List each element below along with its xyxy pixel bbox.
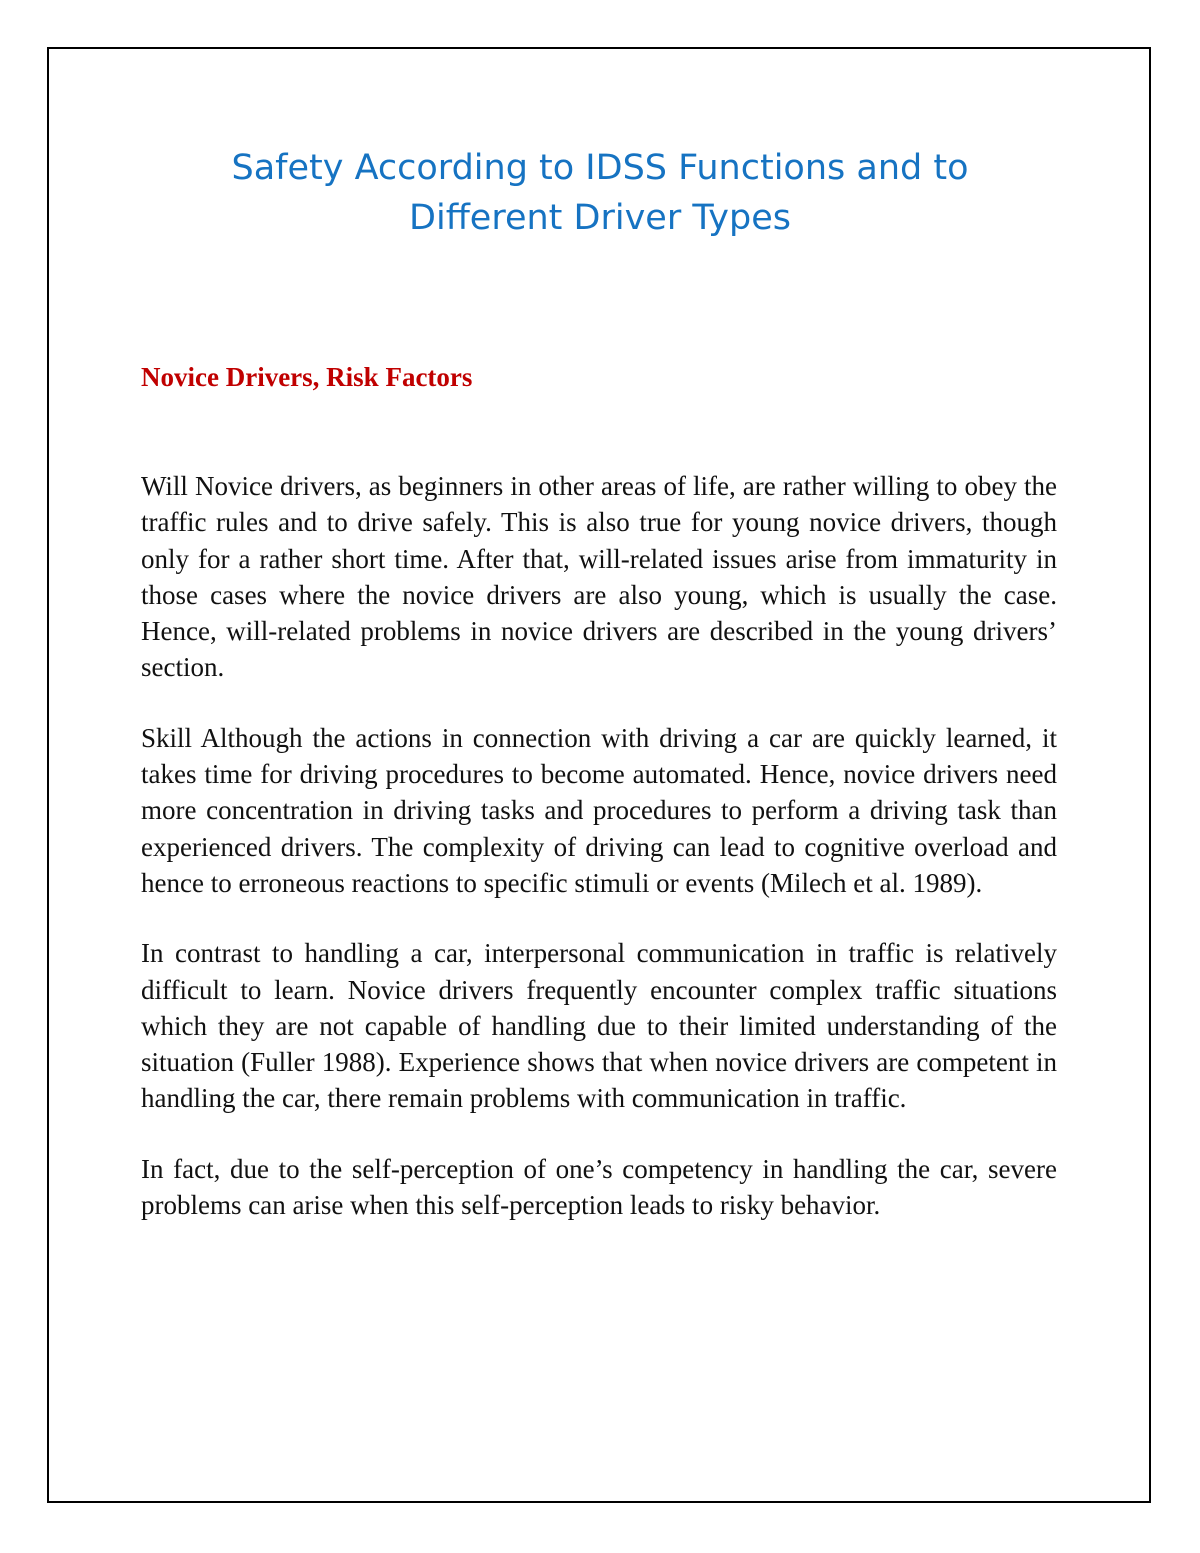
section-heading: Novice Drivers, Risk Factors (141, 362, 473, 392)
document-title-line-1: Safety According to IDSS Functions and to (231, 148, 969, 188)
document-title (0, 143, 1200, 243)
paragraph-skill: Skill Although the actions in connection with driving a car are quickly learned, it takes time for driving procedures to become automated. Hence, novice drivers need more concentration in driving tasks and procedures to perform a driving task than experienced drivers. The complexity of driving can lead to cognitive overload and hence to erroneous reactions to specific stimuli or events (Milech et al. 1989). (141, 722, 1057, 898)
paragraph-self-perception: In fact, due to the self-perception of one’s competency in handling the car, severe problems can arise when this self-perception leads to risky behavior. (141, 1153, 1057, 1221)
paragraph-communication: In contrast to handling a car, interpersonal communication in traffic is relatively difficult to learn. Novice drivers frequently encounter complex traffic situations which they are not capable of handling due to their limited understanding of the situation (Fuller 1988). Experience shows that when novice drivers are competent in handling the car, there remain problems with communication in traffic. (141, 938, 1057, 1114)
body-text (141, 468, 1057, 1257)
paragraph-will: Will Novice drivers, as beginners in other areas of life, are rather willing to obey the traffic rules and to drive safely. This is also true for young novice drivers, though only for a rather short time. After that, will-related issues arise from immaturity in those cases where the novice drivers are also young, which is usually the case. Hence, will-related problems in novice drivers are described in the young drivers’ section. (141, 471, 1057, 683)
document-title-line-2: Different Driver Types (409, 198, 791, 238)
